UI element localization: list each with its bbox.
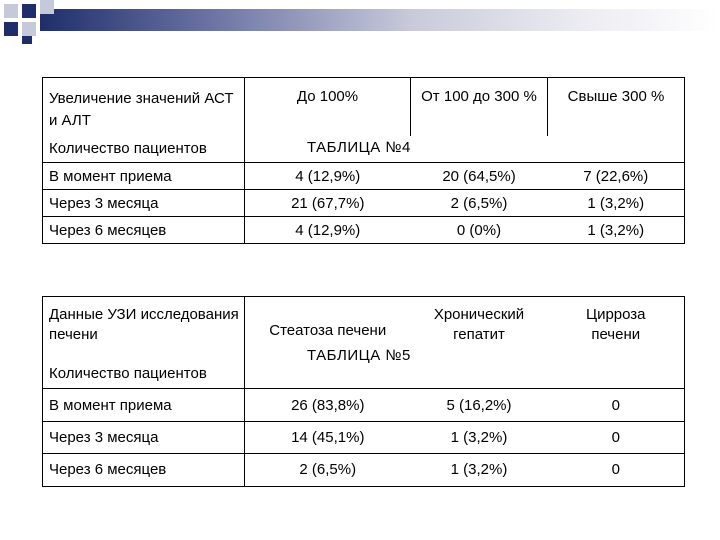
column-header: Хронический гепатит xyxy=(433,306,525,343)
column-header: Стеатоза печени xyxy=(269,321,387,339)
column-header: От 100 до 300 % xyxy=(411,78,548,136)
table-cell: 26 (83,8%) xyxy=(245,389,411,421)
table-cell: 0 xyxy=(611,461,620,479)
table-cell: 1 (3,2%) xyxy=(587,221,645,239)
table-cell: 4 (12,9%) xyxy=(295,221,361,239)
table-cell: 1 (3,2%) xyxy=(548,190,685,217)
table-cell: 20 (64,5%) xyxy=(411,163,548,190)
decor-square xyxy=(22,36,32,44)
table-cell: 1 (3,2%) xyxy=(411,421,548,453)
table-cell: 0 (0%) xyxy=(456,221,502,239)
table-header-label: Данные УЗИ исследования печени xyxy=(43,297,245,352)
table-caption: ТАБЛИЦА №5 xyxy=(307,347,411,364)
decor-square xyxy=(40,0,54,14)
column-header: Свыше 300 % xyxy=(567,88,665,105)
table-header-label: Количество пациентов xyxy=(43,352,245,389)
decor-square xyxy=(4,22,18,36)
table-cell: 2 (6,5%) xyxy=(411,190,548,217)
column-header: До 100% xyxy=(296,88,359,105)
table-cell: 4 (12,9%) xyxy=(245,163,411,190)
table-4 xyxy=(42,77,685,244)
decor-square xyxy=(4,4,18,18)
table-header-label: Количество пациентов xyxy=(43,136,245,163)
decor-square xyxy=(22,22,36,36)
decor-square xyxy=(22,4,36,18)
table-cell: 5 (16,2%) xyxy=(411,389,548,421)
row-label: Через 6 месяцев xyxy=(43,453,245,486)
table-cell: 2 (6,5%) xyxy=(299,461,357,479)
column-header: Цирроза печени xyxy=(585,306,646,343)
table-header-label: Увеличение значений АСТ и АЛТ xyxy=(43,78,245,136)
table-cell: 0 xyxy=(548,389,685,421)
row-label: В момент приема xyxy=(43,163,245,190)
table-caption: ТАБЛИЦА №4 xyxy=(307,139,411,156)
row-label: Через 3 месяца xyxy=(43,421,245,453)
row-label: В момент приема xyxy=(43,389,245,421)
row-label: Через 3 месяца xyxy=(43,190,245,217)
header-gradient-bar xyxy=(40,9,720,31)
table-5 xyxy=(42,296,685,487)
table-cell: 21 (67,7%) xyxy=(245,190,411,217)
table-cell: 1 (3,2%) xyxy=(450,461,508,479)
table-cell: 0 xyxy=(548,421,685,453)
row-label: Через 6 месяцев xyxy=(43,217,245,244)
table-cell: 7 (22,6%) xyxy=(548,163,685,190)
table-cell: 14 (45,1%) xyxy=(245,421,411,453)
